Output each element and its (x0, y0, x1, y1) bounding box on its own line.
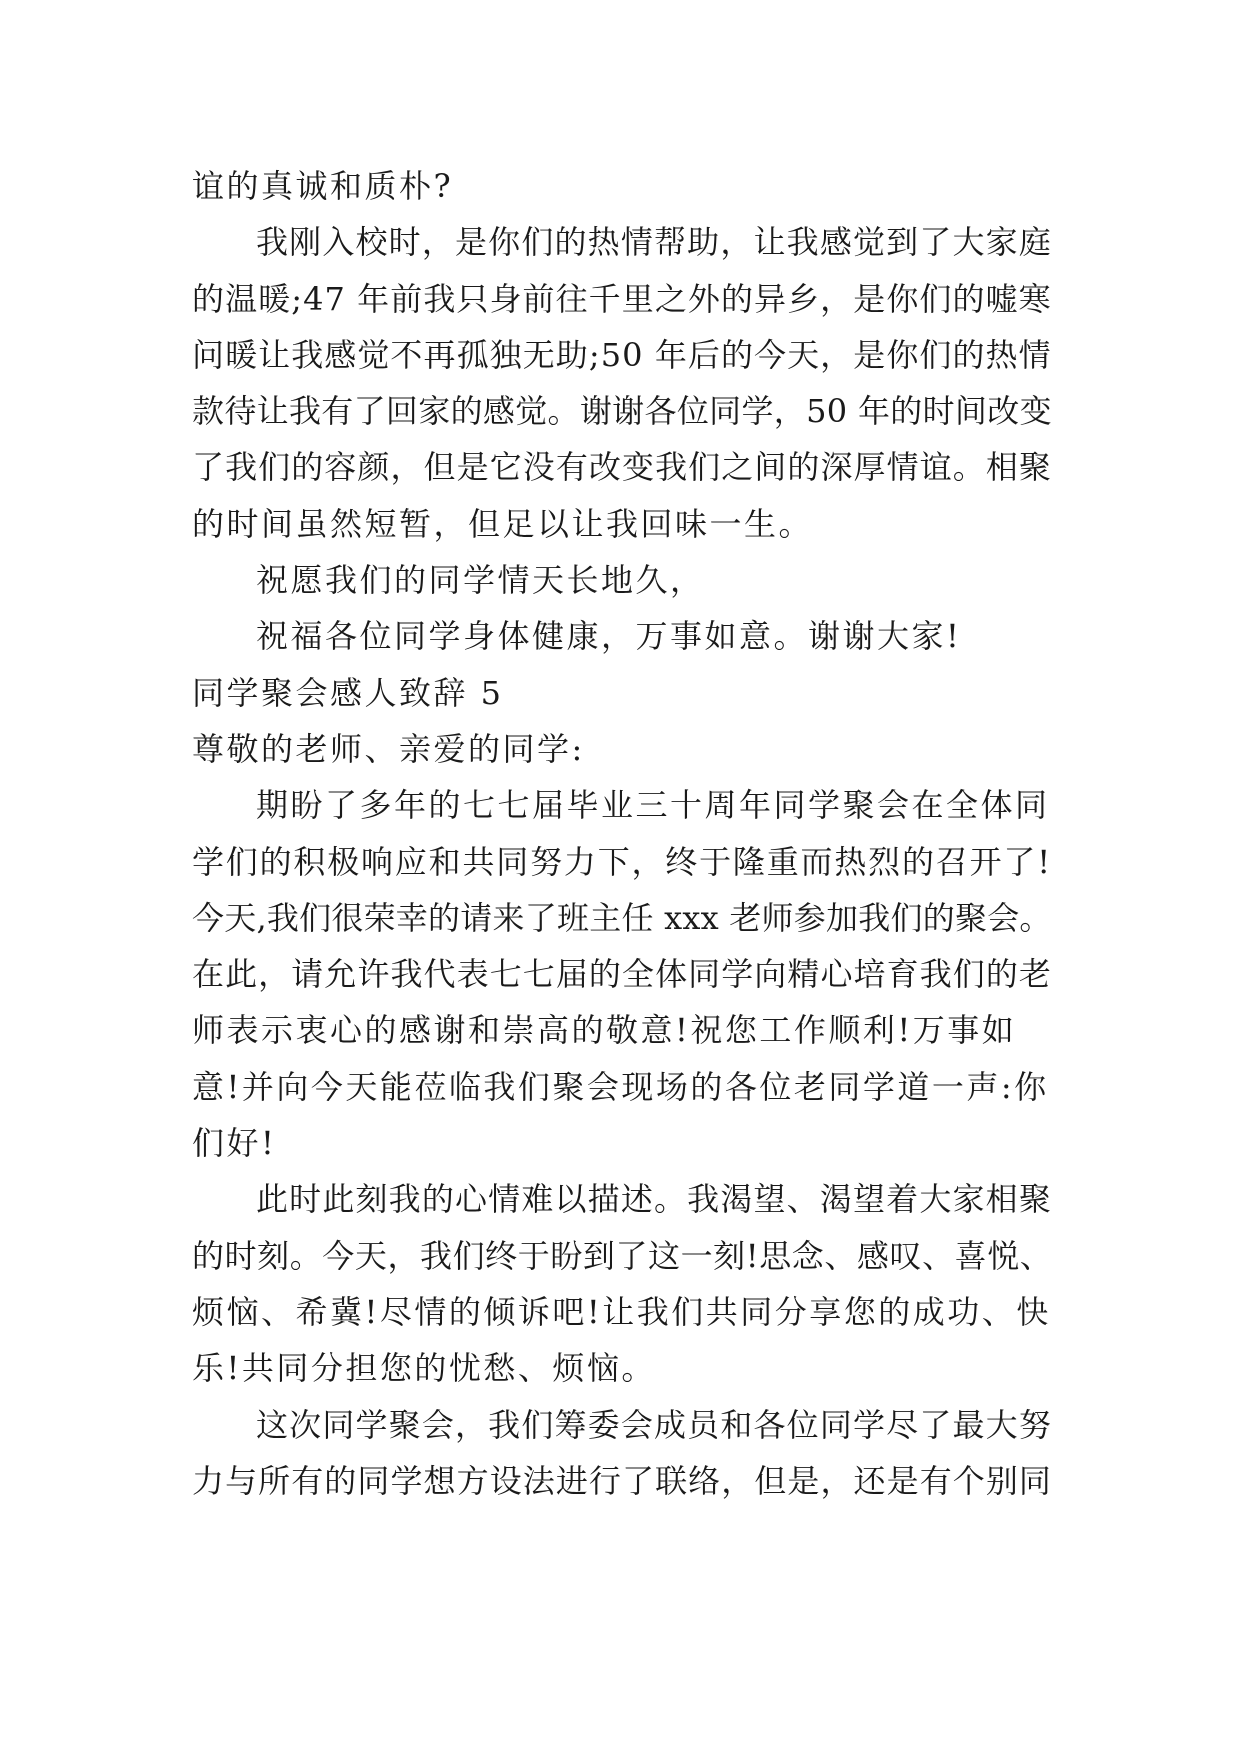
text-line: 这次同学聚会，我们筹委会成员和各位同学尽了最大努 (256, 1405, 1053, 1444)
text-line: 师表示衷心的感谢和崇高的敬意!祝您工作顺利!万事如 (192, 1011, 1017, 1050)
text-line: 同学聚会感人致辞 5 (192, 673, 504, 712)
text-line: 的时间虽然短暂，但足以让我回味一生。 (192, 504, 814, 543)
text-line: 在此，请允许我代表七七届的全体同学向精心培育我们的老 (192, 955, 1053, 994)
text-line: 祝愿我们的同学情天长地久， (256, 561, 705, 600)
text-line: 烦恼、希冀!尽情的倾诉吧!让我们共同分享您的成功、快 (192, 1292, 1051, 1331)
document-body (192, 158, 1052, 1509)
text-line: 力与所有的同学想方设法进行了联络，但是，还是有个别同 (192, 1461, 1053, 1500)
text-line: 们好! (192, 1124, 277, 1163)
text-line: 尊敬的老师、亲爱的同学: (192, 729, 585, 768)
text-line: 此时此刻我的心情难以描述。我渴望、渴望着大家相聚 (256, 1180, 1053, 1219)
text-line: 学们的积极响应和共同努力下，终于隆重而热烈的召开了! (192, 842, 1052, 881)
text-line: 祝福各位同学身体健康，万事如意。谢谢大家! (256, 617, 962, 656)
text-line: 了我们的容颜，但是它没有改变我们之间的深厚情谊。相聚 (192, 448, 1053, 487)
text-line: 意!并向今天能莅临我们聚会现场的各位老同学道一声:你 (192, 1067, 1049, 1106)
text-line: 乐!共同分担您的忧愁、烦恼。 (192, 1349, 656, 1388)
text-line: 问暖让我感觉不再孤独无助;50 年后的今天，是你们的热情 (192, 335, 1052, 374)
text-line: 的温暖;47 年前我只身前往千里之外的异乡，是你们的嘘寒 (192, 279, 1052, 318)
text-line: 今天,我们很荣幸的请来了班主任 xxx 老师参加我们的聚会。 (192, 898, 1052, 937)
text-line: 的时刻。今天，我们终于盼到了这一刻!思念、感叹、喜悦、 (192, 1236, 1053, 1275)
text-line: 我刚入校时，是你们的热情帮助，让我感觉到了大家庭 (256, 223, 1053, 262)
text-line: 谊的真诚和质朴? (192, 167, 454, 205)
text-line: 期盼了多年的七七届毕业三十周年同学聚会在全体同 (256, 786, 1050, 825)
text-line: 款待让我有了回家的感觉。谢谢各位同学，50 年的时间改变 (192, 392, 1052, 431)
